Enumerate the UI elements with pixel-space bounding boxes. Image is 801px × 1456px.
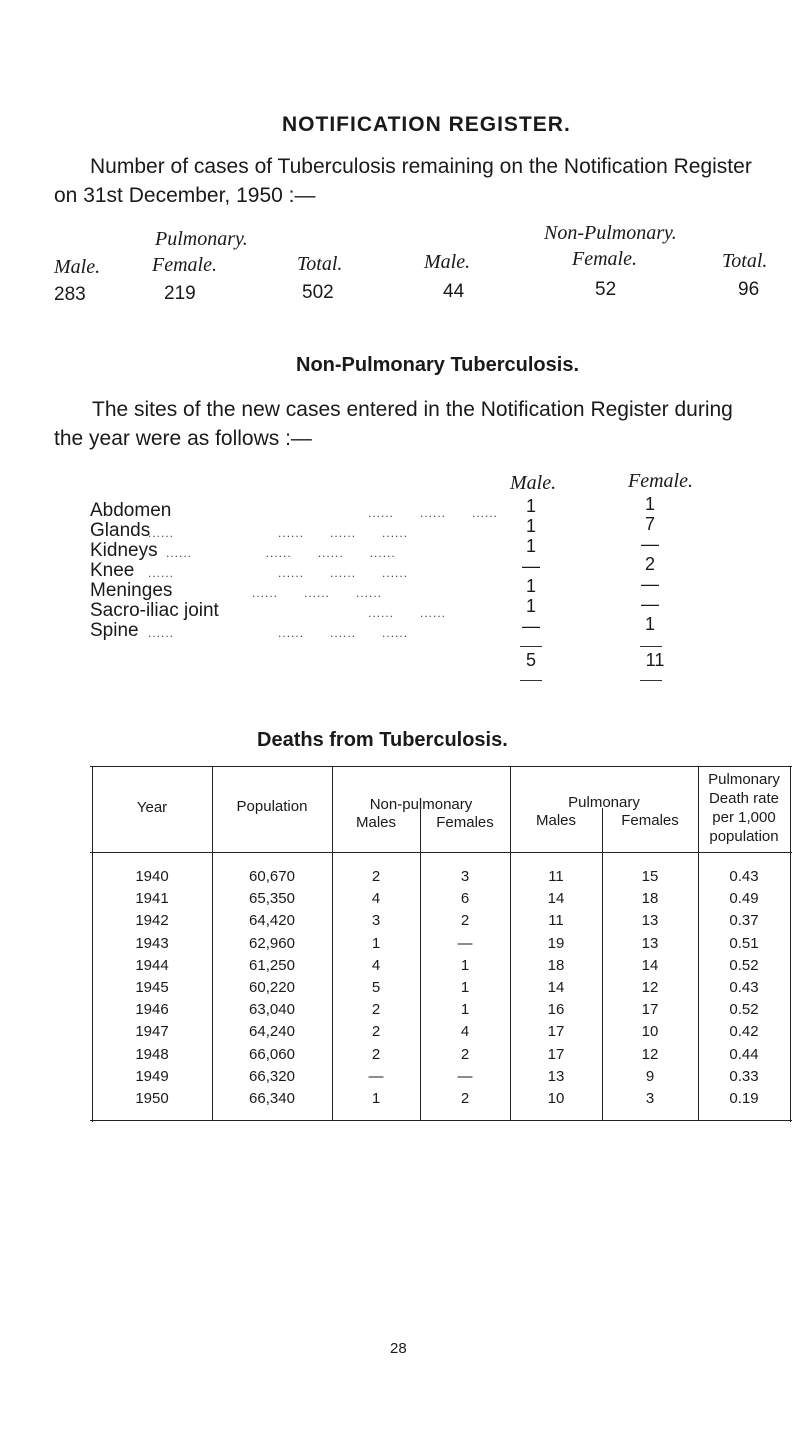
cell-p-females: 14 [641,956,659,974]
cell-np-females: — [457,1067,473,1085]
cell-p-males: 17 [547,1045,565,1063]
cell-p-males: 11 [548,912,564,930]
cell-np-females: 2 [460,1090,470,1107]
cell-np-females: 1 [460,979,470,996]
cell-p-males: 18 [547,956,565,974]
site-name: Glands [90,520,151,541]
site-male: 1 [525,596,536,616]
cell-year: 1944 [135,956,169,974]
cell-year: 1947 [135,1023,169,1041]
leader-dots: ...... ...... ...... ...... [148,566,409,580]
sites-male-label: Male. [510,472,557,494]
cell-p-females: 9 [645,1067,655,1085]
cell-np-males: 1 [371,934,381,952]
cell-p-males: 14 [547,890,565,908]
col-label: Female. [572,248,637,270]
cell-p-males: 19 [547,934,565,952]
cell-population: 61,250 [249,956,295,974]
cell-np-females: 1 [460,956,470,974]
site-male: 1 [525,536,536,556]
cell-p-males: 17 [547,1023,565,1041]
site-name: Meninges [90,580,173,601]
cell-np-males: 4 [371,956,381,974]
cell-death-rate: 0.51 [729,934,759,952]
total-rule [520,680,542,681]
header-np-males: Males [355,814,396,831]
site-name: Sacro-iliac joint [90,600,219,621]
cell-year: 1946 [135,1001,169,1019]
cell-np-females: — [457,934,473,952]
site-name: Kidneys [90,540,158,561]
intro-line-2: on 31st December, 1950 :— [54,184,316,207]
deaths-heading: Deaths from Tuberculosis. [257,729,508,751]
cell-population: 65,350 [249,890,295,908]
cell-year: 1941 [135,890,169,908]
header-p-males: Males [535,812,576,829]
cell-population: 66,060 [249,1045,295,1063]
cell-p-males: 16 [547,1001,565,1019]
site-female: 2 [644,554,655,574]
cell-death-rate: 0.19 [729,1090,759,1107]
register-value: 44 [443,281,465,302]
site-male: 1 [525,516,536,536]
cell-p-females: 12 [641,979,659,996]
cell-p-females: 3 [645,1090,655,1107]
cell-year: 1948 [135,1045,169,1063]
cell-population: 66,320 [249,1067,295,1085]
non-pulmonary-heading-main: Non-Pulmonary Tuberculosis. [296,354,579,376]
cell-p-males: 11 [548,868,564,885]
leader-dots: ...... ...... [368,606,447,620]
cell-p-females: 18 [641,890,659,908]
cell-year: 1942 [135,912,169,930]
site-male: 1 [525,496,536,516]
cell-p-females: 17 [641,1001,659,1019]
total-rule [640,680,662,681]
register-value: 52 [595,279,617,300]
cell-np-males: 4 [371,890,381,908]
cell-death-rate: 0.52 [729,956,759,974]
intro-line-1: Number of cases of Tuberculosis remaining on the Notification Register [90,155,752,178]
cell-population: 63,040 [249,1001,295,1019]
sites-female-label: Female. [628,470,693,492]
site-female: — [641,534,659,554]
cell-population: 64,240 [249,1023,295,1041]
col-label: Female. [152,254,217,276]
cell-death-rate: 0.44 [729,1045,759,1063]
header-population: Population [236,798,308,815]
col-label: Male. [54,256,101,278]
cell-year: 1945 [135,979,169,996]
site-male: 1 [525,576,536,596]
cell-p-males: 10 [547,1090,565,1107]
np-intro-line-2: the year were as follows :— [54,427,312,450]
table-top-border [90,766,792,767]
non-pulmonary-heading: Non-Pulmonary. [544,222,677,244]
register-value: 502 [302,282,334,303]
total-rule [520,646,542,647]
cell-np-males: — [368,1067,384,1085]
site-female: 1 [644,494,655,514]
cell-np-females: 1 [460,1001,470,1019]
cell-year: 1949 [135,1067,169,1085]
header-np-females: Females [436,814,494,831]
leader-dots: ...... ...... ...... ...... [166,546,396,560]
cell-death-rate: 0.43 [729,979,759,996]
header-pulmonary: Pulmonary [568,794,640,811]
table-right-border [790,766,791,1122]
leader-dots: ...... ...... ...... [252,586,383,600]
cell-np-males: 3 [371,912,381,930]
cell-np-males: 2 [371,1001,381,1019]
cell-p-males: 14 [547,979,565,996]
cell-population: 62,960 [249,934,295,952]
cell-death-rate: 0.43 [729,868,759,885]
cell-np-males: 5 [371,979,381,996]
col-label: Total. [297,253,343,275]
col-label: Total. [722,250,768,272]
cell-np-females: 2 [460,912,470,930]
cell-population: 60,670 [249,868,295,885]
site-male: — [522,616,540,636]
leader-dots: ...... ...... ...... ...... [148,526,409,540]
cell-np-males: 2 [371,1023,381,1041]
cell-year: 1950 [135,1090,169,1107]
site-female: — [641,574,659,594]
cell-np-females: 6 [460,890,470,908]
header-non-pulmonary: Non-pulmonary [369,796,473,813]
cell-p-females: 15 [641,868,659,885]
cell-np-males: 2 [371,868,381,885]
table-header-rule [90,852,792,853]
register-value: 283 [54,284,86,305]
site-name: Abdomen [90,500,172,521]
cell-year: 1940 [135,868,169,885]
cell-p-females: 10 [641,1023,659,1041]
total-rule [640,646,662,647]
cell-np-males: 1 [371,1090,381,1107]
cell-death-rate: 0.33 [729,1067,759,1085]
header-death-rate-line: per 1,000 [712,809,776,826]
site-male: — [522,556,540,576]
sites-total-female: 11 [645,650,665,670]
leader-dots: ...... ...... ...... [368,506,499,520]
leader-dots: ...... ...... ...... ...... [148,626,409,640]
cell-population: 60,220 [249,979,295,996]
table-bottom-border [90,1120,792,1121]
pulmonary-heading: Pulmonary. [155,228,248,250]
cell-p-females: 13 [641,912,659,930]
site-female: 7 [644,514,655,534]
site-name: Spine [90,620,139,641]
cell-np-females: 2 [460,1045,470,1063]
cell-population: 64,420 [249,912,295,930]
header-year: Year [136,799,168,816]
page-title: NOTIFICATION REGISTER. [282,113,571,136]
cell-p-males: 13 [547,1067,565,1085]
register-value: 96 [738,279,760,300]
cell-np-males: 2 [371,1045,381,1063]
cell-death-rate: 0.52 [729,1001,759,1019]
header-death-rate [698,770,790,846]
header-death-rate-line: Pulmonary [708,771,780,788]
cell-np-females: 3 [460,868,470,885]
header-p-females: Females [621,812,679,829]
np-intro-line-1: The sites of the new cases entered in the Notification Register during [92,398,733,421]
cell-death-rate: 0.42 [729,1023,759,1041]
header-death-rate-line: population [709,828,779,845]
page-number: 28 [390,1340,407,1357]
cell-np-females: 4 [460,1023,470,1041]
col-label: Male. [424,251,471,273]
cell-population: 66,340 [249,1090,295,1107]
sites-total-male: 5 [525,650,536,670]
register-value: 219 [164,283,196,304]
cell-p-females: 13 [641,934,659,952]
cell-death-rate: 0.49 [729,890,759,908]
cell-year: 1943 [135,934,169,952]
site-female: — [641,594,659,614]
cell-death-rate: 0.37 [729,912,759,930]
site-female: 1 [644,614,655,634]
header-death-rate-line: Death rate [708,790,780,807]
cell-p-females: 12 [641,1045,659,1063]
site-name: Knee [90,560,135,581]
